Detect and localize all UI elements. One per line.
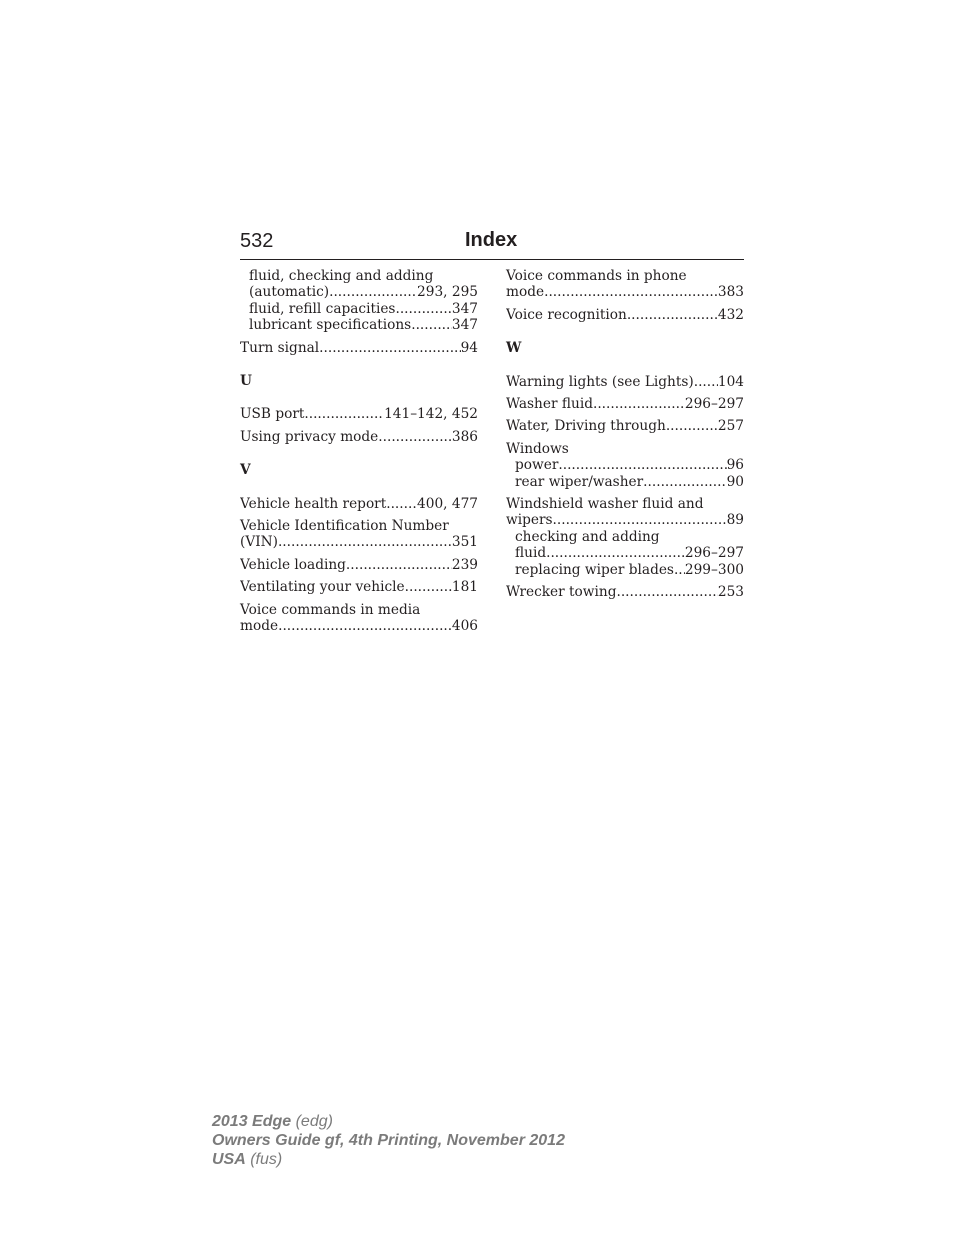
index-entry-vin: Vehicle Identification Number (VIN) ..... 351 xyxy=(240,518,478,551)
footer-region-line: USA (fus) xyxy=(212,1151,283,1168)
page-ref: 89 xyxy=(726,512,744,529)
page-ref: 406 xyxy=(451,618,478,635)
page-ref: 400, 477 xyxy=(417,495,478,512)
index-entry-turn-signal: Turn signal ..... 94 xyxy=(240,340,478,356)
index-entry-ventilating: Ventilating your vehicle ..... 181 xyxy=(240,579,478,595)
page-footer xyxy=(212,1112,565,1169)
page-ref: 90 xyxy=(726,473,744,490)
page-ref: 386 xyxy=(451,428,478,445)
footer-guide-line: Owners Guide gf, 4th Printing, November 2012 xyxy=(212,1132,565,1149)
page-ref: 299–300 xyxy=(684,561,744,578)
index-entry-usb-port: USB port ..... 141–142, 452 xyxy=(240,406,478,422)
index-entry-voice-phone: Voice commands in phone mode ..... 383 xyxy=(506,268,744,301)
index-entry-warning-lights: Warning lights (see Lights) ..... 104 xyxy=(506,374,744,390)
page-title: Index xyxy=(465,229,518,251)
index-entry-wrecker: Wrecker towing ..... 253 xyxy=(506,584,744,600)
index-column-right xyxy=(506,268,744,601)
index-entry-voice-media: Voice commands in media mode ..... 406 xyxy=(240,602,478,635)
page-ref: 94 xyxy=(460,339,478,356)
index-entry-transmission-fluid-check: fluid, checking and adding (automatic) ..... 293, 295 xyxy=(240,268,478,301)
page-ref: 104 xyxy=(717,373,744,390)
section-letter-v: V xyxy=(240,462,251,479)
page-number: 532 xyxy=(240,230,274,252)
page-ref: 257 xyxy=(717,418,744,435)
page-ref: 293, 295 xyxy=(417,284,478,301)
page-ref: 96 xyxy=(726,457,744,474)
page-ref: 296–297 xyxy=(684,545,744,562)
section-letter-u: U xyxy=(240,373,252,390)
page-ref: 347 xyxy=(451,317,478,334)
page-header xyxy=(240,229,744,260)
page-ref: 432 xyxy=(717,306,744,323)
index-entry-vehicle-loading: Vehicle loading ..... 239 xyxy=(240,557,478,573)
page-ref: 351 xyxy=(451,534,478,551)
footer-model-line: 2013 Edge (edg) xyxy=(212,1113,333,1130)
page-ref: 239 xyxy=(451,556,478,573)
page-ref: 253 xyxy=(717,584,744,601)
index-entry-lubricant: lubricant specifications ..... 347 xyxy=(240,317,478,333)
index-entry-vehicle-health: Vehicle health report ..... 400, 477 xyxy=(240,496,478,512)
page-ref: 347 xyxy=(451,300,478,317)
index-entry-windows: Windows power ..... 96 rear wiper/washer ..... 90 xyxy=(506,441,744,490)
index-entry-water-driving: Water, Driving through ..... 257 xyxy=(506,418,744,434)
index-column-left xyxy=(240,268,478,635)
index-entry-windshield: Windshield washer fluid and wipers ..... 89 checking and adding fluid ..... 296–297 replacing wiper blades ..... 299–300 xyxy=(506,496,744,578)
index-entry-washer-fluid: Washer fluid ..... 296–297 xyxy=(506,396,744,412)
page-ref: 141–142, 452 xyxy=(384,406,478,423)
index-entry-fluid-refill: fluid, refill capacities ..... 347 xyxy=(240,301,478,317)
index-entry-voice-recognition: Voice recognition ..... 432 xyxy=(506,307,744,323)
page-ref: 181 xyxy=(451,579,478,596)
page-ref: 296–297 xyxy=(684,396,744,413)
page-ref: 383 xyxy=(717,284,744,301)
section-letter-w: W xyxy=(506,340,522,357)
index-entry-privacy-mode: Using privacy mode ..... 386 xyxy=(240,429,478,445)
